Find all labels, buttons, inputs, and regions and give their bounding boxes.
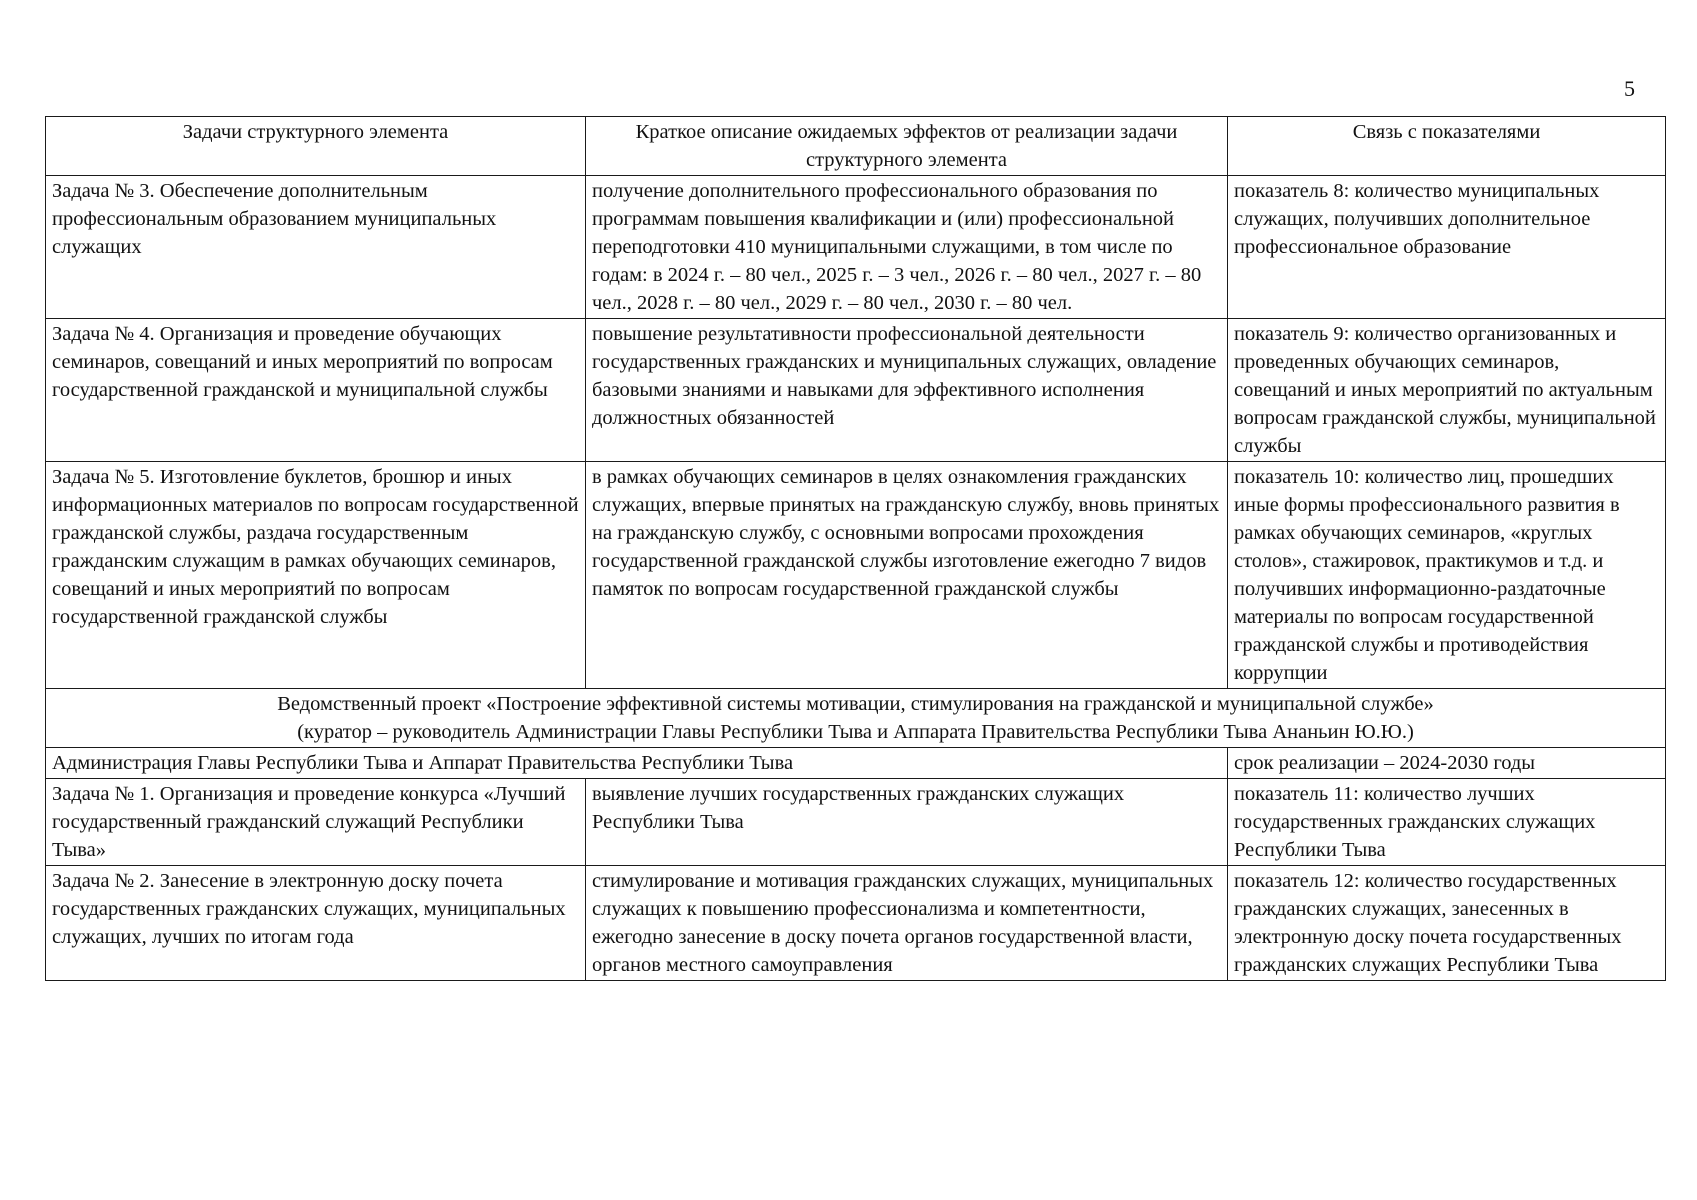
task-cell: Задача № 3. Обеспечение дополнительным профессиональным образованием муниципальных служащих [46,176,586,319]
task-cell: Задача № 4. Организация и проведение обучающих семинаров, совещаний и иных мероприятий по вопросам государственной гражданской и муниципальной службы [46,319,586,462]
indicator-cell: показатель 10: количество лиц, прошедших иные формы профессионального развития в рамках обучающих семинаров, «круглых столов», стажировок, практикумов и т.д. и получивших информационно-раздаточные материалы по вопросам государственной гражданской службы и противодействия коррупции [1228,462,1666,689]
table-header-row [46,117,1666,176]
project-responsible-row [46,748,1666,779]
project-curator: (куратор – руководитель Администрации Главы Республики Тыва и Аппарата Правительства Республики Тыва Ананьин Ю.Ю.) [297,721,1414,743]
indicator-cell: показатель 12: количество государственных гражданских служащих, занесенных в электронную доску почета государственных гражданских служащих Республики Тыва [1228,866,1666,981]
table-row [46,779,1666,866]
effect-cell: стимулирование и мотивация гражданских служащих, муниципальных служащих к повышению профессионализма и компетентности, ежегодно занесение в доску почета органов государственной власти, органов местного самоуправления [586,866,1228,981]
project-responsible: Администрация Главы Республики Тыва и Аппарат Правительства Республики Тыва [46,748,1228,779]
task-cell: Задача № 1. Организация и проведение конкурса «Лучший государственный гражданский служащий Республики Тыва» [46,779,586,866]
table-row [46,866,1666,981]
tasks-table [45,116,1666,981]
effect-cell: получение дополнительного профессионального образования по программам повышения квалификации и (или) профессиональной переподготовки 410 муниципальными служащими, в том числе по годам: в 2024 г. – 80 чел., 2025 г. – 3 чел., 2026 г. – 80 чел., 2027 г. – 80 чел., 2028 г. – 80 чел., 2029 г. – 80 чел., 2030 г. – 80 чел. [586,176,1228,319]
table-row [46,462,1666,689]
indicator-cell: показатель 9: количество организованных и проведенных обучающих семинаров, совещаний и иных мероприятий по актуальным вопросам гражданской службы, муниципальной службы [1228,319,1666,462]
project-title-cell [46,689,1666,748]
project-title: Ведомственный проект «Построение эффективной системы мотивации, стимулирования на гражданской и муниципальной службе» [277,693,1434,715]
effect-cell: повышение результативности профессиональной деятельности государственных гражданских и муниципальных служащих, овладение базовыми знаниями и навыками для эффективного исполнения должностных обязанностей [586,319,1228,462]
indicator-cell: показатель 8: количество муниципальных служащих, получивших дополнительное профессиональное образование [1228,176,1666,319]
indicator-cell: показатель 11: количество лучших государственных гражданских служащих Республики Тыва [1228,779,1666,866]
project-term: срок реализации – 2024-2030 годы [1228,748,1666,779]
project-title-row [46,689,1666,748]
table-row [46,319,1666,462]
header-tasks: Задачи структурного элемента [46,117,586,176]
task-cell: Задача № 2. Занесение в электронную доску почета государственных гражданских служащих, муниципальных служащих, лучших по итогам года [46,866,586,981]
page-number: 5 [1624,76,1635,101]
table-row [46,176,1666,319]
header-indicators: Связь с показателями [1228,117,1666,176]
header-effects: Краткое описание ожидаемых эффектов от реализации задачи структурного элемента [586,117,1228,176]
effect-cell: выявление лучших государственных гражданских служащих Республики Тыва [586,779,1228,866]
effect-cell: в рамках обучающих семинаров в целях ознакомления гражданских служащих, впервые принятых на гражданскую службу, вновь принятых на гражданскую службу, с основными вопросами прохождения государственной гражданской службы изготовление ежегодно 7 видов памяток по вопросам государственной гражданской службы [586,462,1228,689]
task-cell: Задача № 5. Изготовление буклетов, брошюр и иных информационных материалов по вопросам государственной гражданской службы, раздача государственным гражданским служащим в рамках обучающих семинаров, совещаний и иных мероприятий по вопросам государственной гражданской службы [46,462,586,689]
